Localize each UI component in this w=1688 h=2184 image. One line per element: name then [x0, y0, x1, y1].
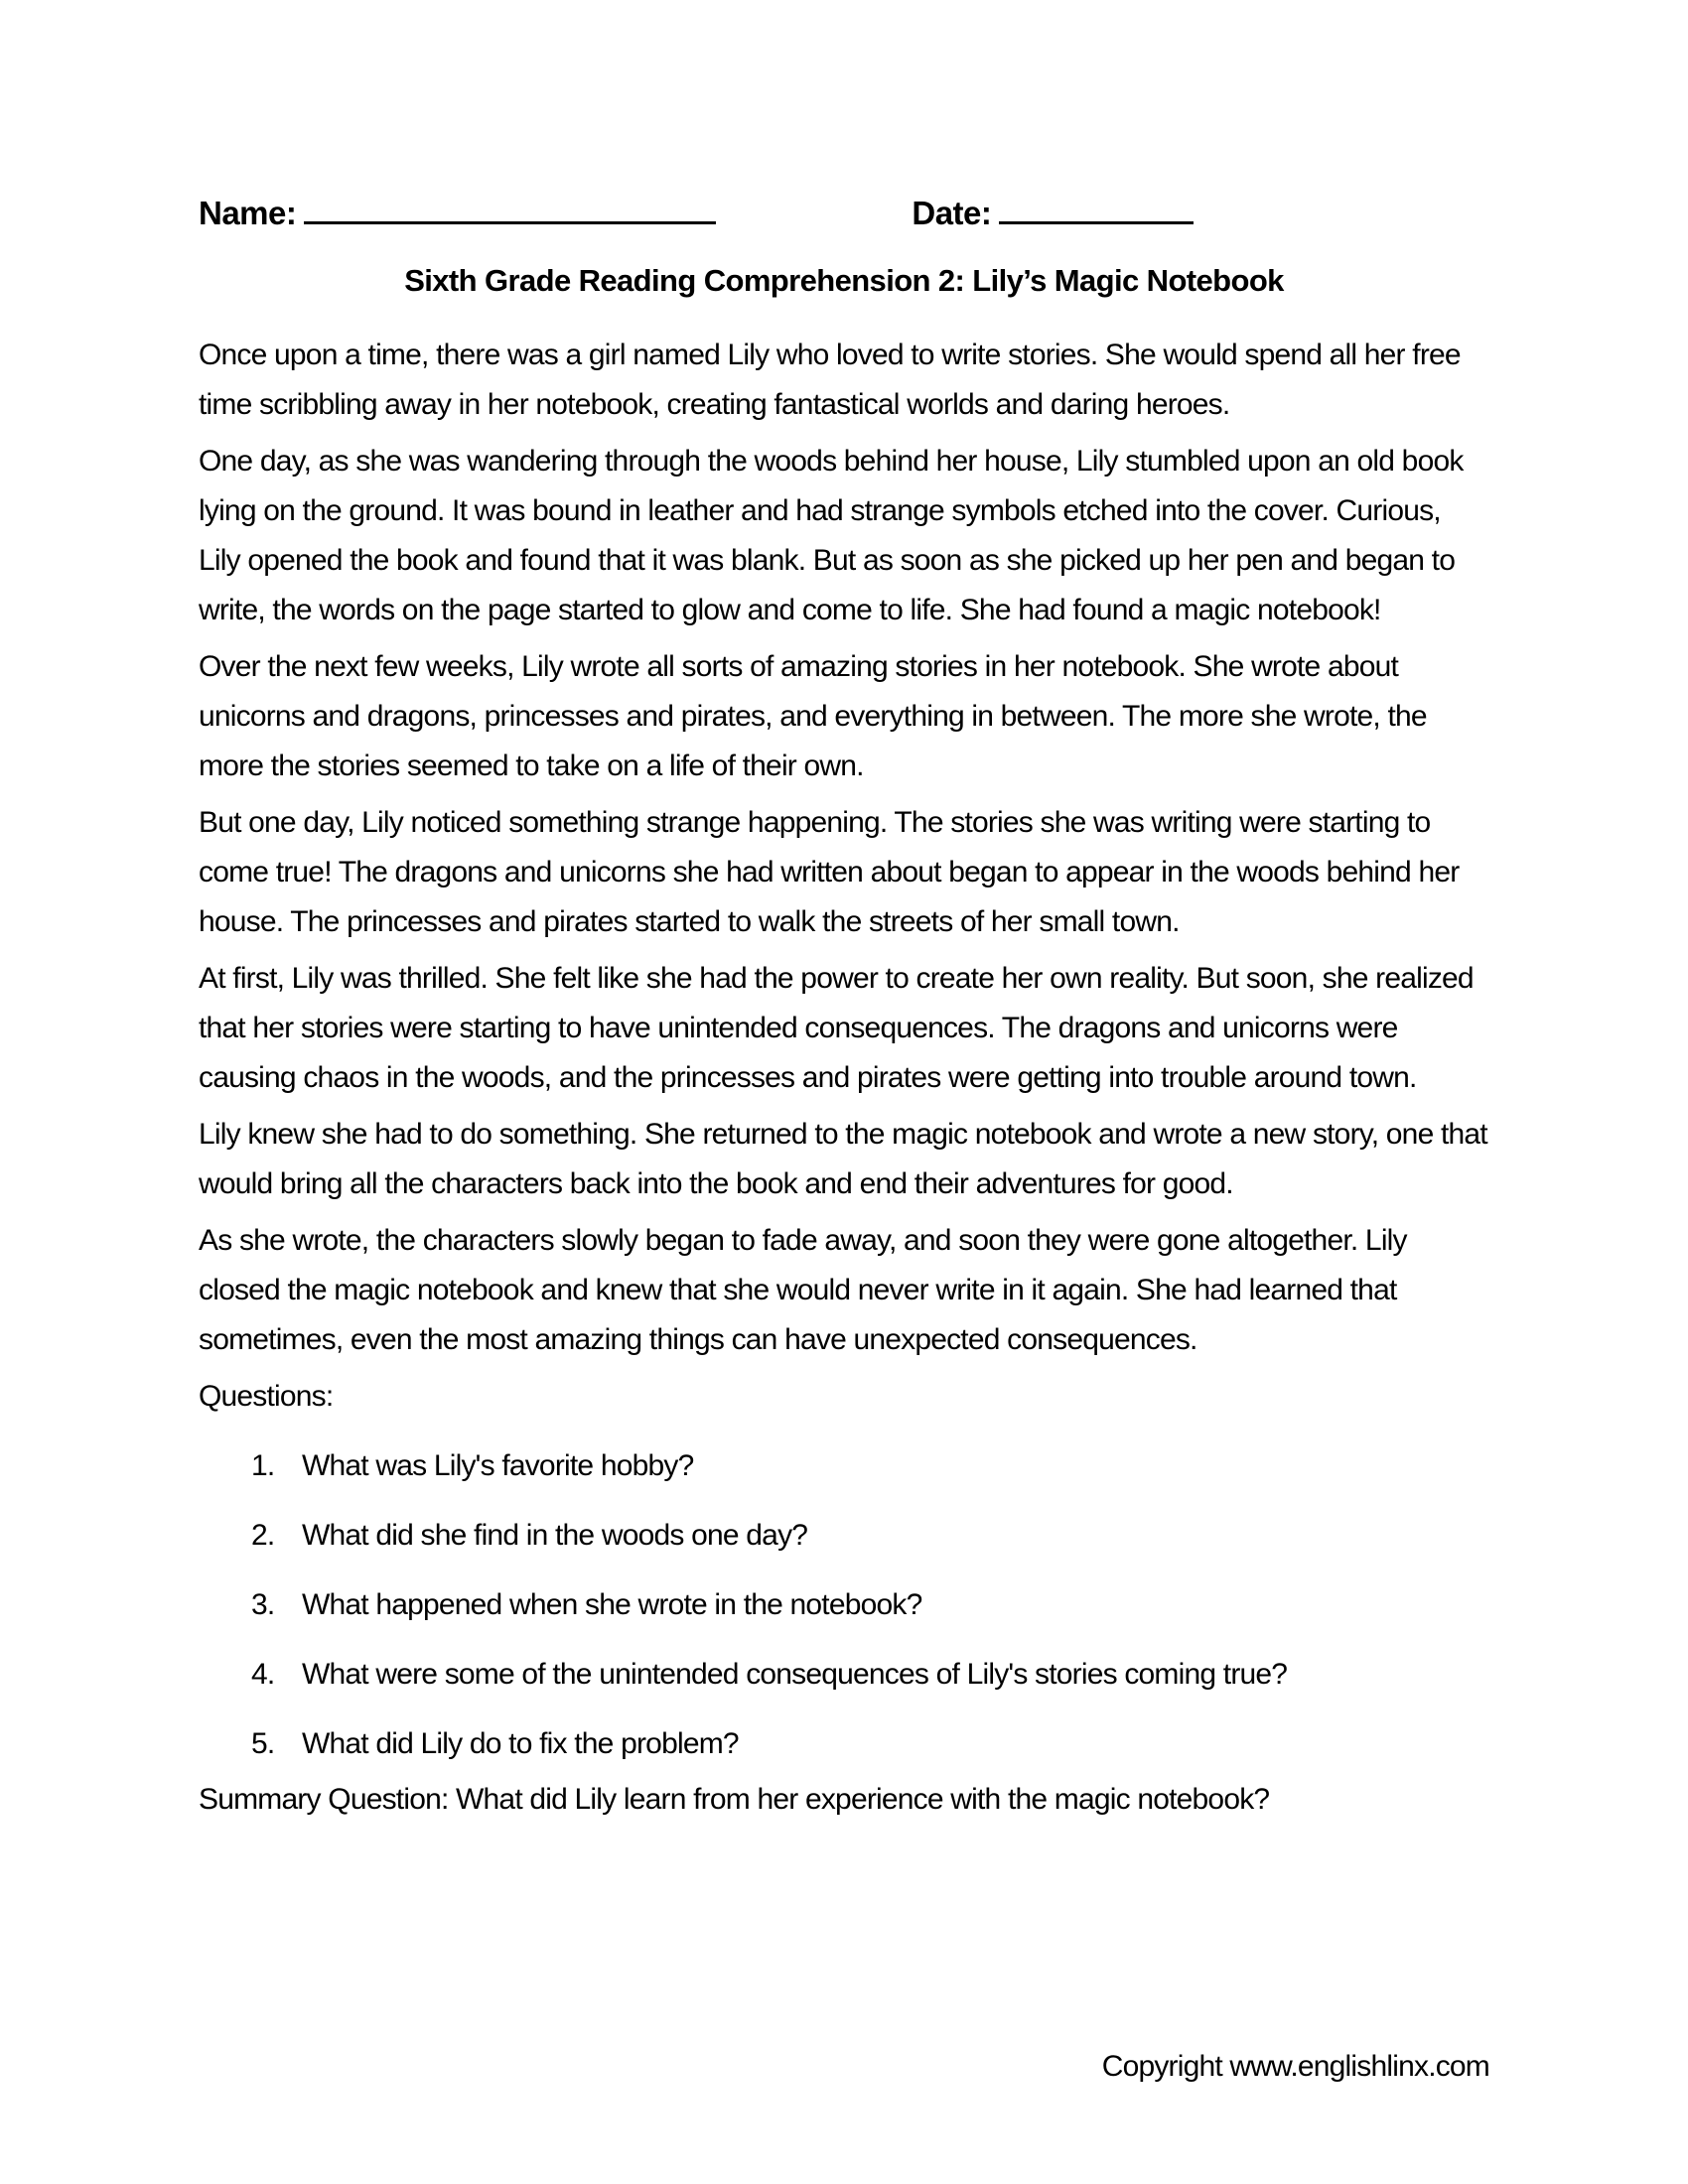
question-text: What happened when she wrote in the notebook?	[302, 1588, 922, 1621]
story-body	[199, 331, 1489, 1365]
question-item	[199, 1441, 1489, 1491]
header-row	[199, 189, 1489, 238]
question-text: What were some of the unintended consequences of Lily's stories coming true?	[302, 1658, 1288, 1691]
question-number: 5.	[251, 1727, 275, 1760]
worksheet-title: Sixth Grade Reading Comprehension 2: Lily’s Magic Notebook	[404, 263, 1284, 298]
question-number: 2.	[251, 1519, 275, 1552]
question-number: 3.	[251, 1588, 275, 1621]
name-blank-line	[304, 221, 716, 224]
questions-heading: Questions:	[199, 1380, 334, 1413]
question-item	[199, 1511, 1489, 1561]
date-blank-line	[999, 221, 1194, 224]
copyright-notice: Copyright www.englishlinx.com	[1101, 2050, 1489, 2083]
story-paragraph-4: But one day, Lily noticed something strange happening. The stories she was writing were starting to come true! The dragons and unicorns she had written about began to appear in the woods behind her house. The princesses and pirates started to walk the streets of her small town.	[199, 806, 1460, 938]
question-text: What was Lily's favorite hobby?	[302, 1449, 694, 1482]
question-item	[199, 1650, 1489, 1700]
question-text: What did she find in the woods one day?	[302, 1519, 808, 1552]
date-label: Date:	[912, 195, 992, 231]
question-item	[199, 1580, 1489, 1630]
story-paragraph-5: At first, Lily was thrilled. She felt like she had the power to create her own reality. But soon, she realized that her stories were starting to have unintended consequences. The dragons and unicorns were causing chaos in the woods, and the princesses and pirates were getting into trouble around town.	[199, 962, 1474, 1094]
story-paragraph-7: As she wrote, the characters slowly began to fade away, and soon they were gone altogether. Lily closed the magic notebook and knew that she would never write in it again. She had learned that sometimes, even the most amazing things can have unexpected consequences.	[199, 1224, 1407, 1356]
question-number: 4.	[251, 1658, 275, 1691]
question-number: 1.	[251, 1449, 275, 1482]
story-paragraph-1: Once upon a time, there was a girl named Lily who loved to write stories. She would spend all her free time scribbling away in her notebook, creating fantastical worlds and daring heroes.	[199, 339, 1461, 421]
name-label: Name:	[199, 195, 297, 231]
story-paragraph-3: Over the next few weeks, Lily wrote all sorts of amazing stories in her notebook. She wrote about unicorns and dragons, princesses and pirates, and everything in between. The more she wrote, the more the stories seemed to take on a life of their own.	[199, 650, 1427, 782]
questions-list	[199, 1441, 1489, 1769]
question-text: What did Lily do to fix the problem?	[302, 1727, 739, 1760]
question-item	[199, 1719, 1489, 1769]
story-paragraph-2: One day, as she was wandering through the woods behind her house, Lily stumbled upon an old book lying on the ground. It was bound in leather and had strange symbols etched into the cover. Curious, Lily opened the book and found that it was blank. But as soon as she picked up her pen and began to write, the words on the page started to glow and come to life. She had found a magic notebook!	[199, 445, 1464, 626]
story-paragraph-6: Lily knew she had to do something. She returned to the magic notebook and wrote a new story, one that would bring all the characters back into the book and end their adventures for good.	[199, 1118, 1487, 1200]
summary-question: Summary Question: What did Lily learn from her experience with the magic notebook?	[199, 1783, 1270, 1816]
